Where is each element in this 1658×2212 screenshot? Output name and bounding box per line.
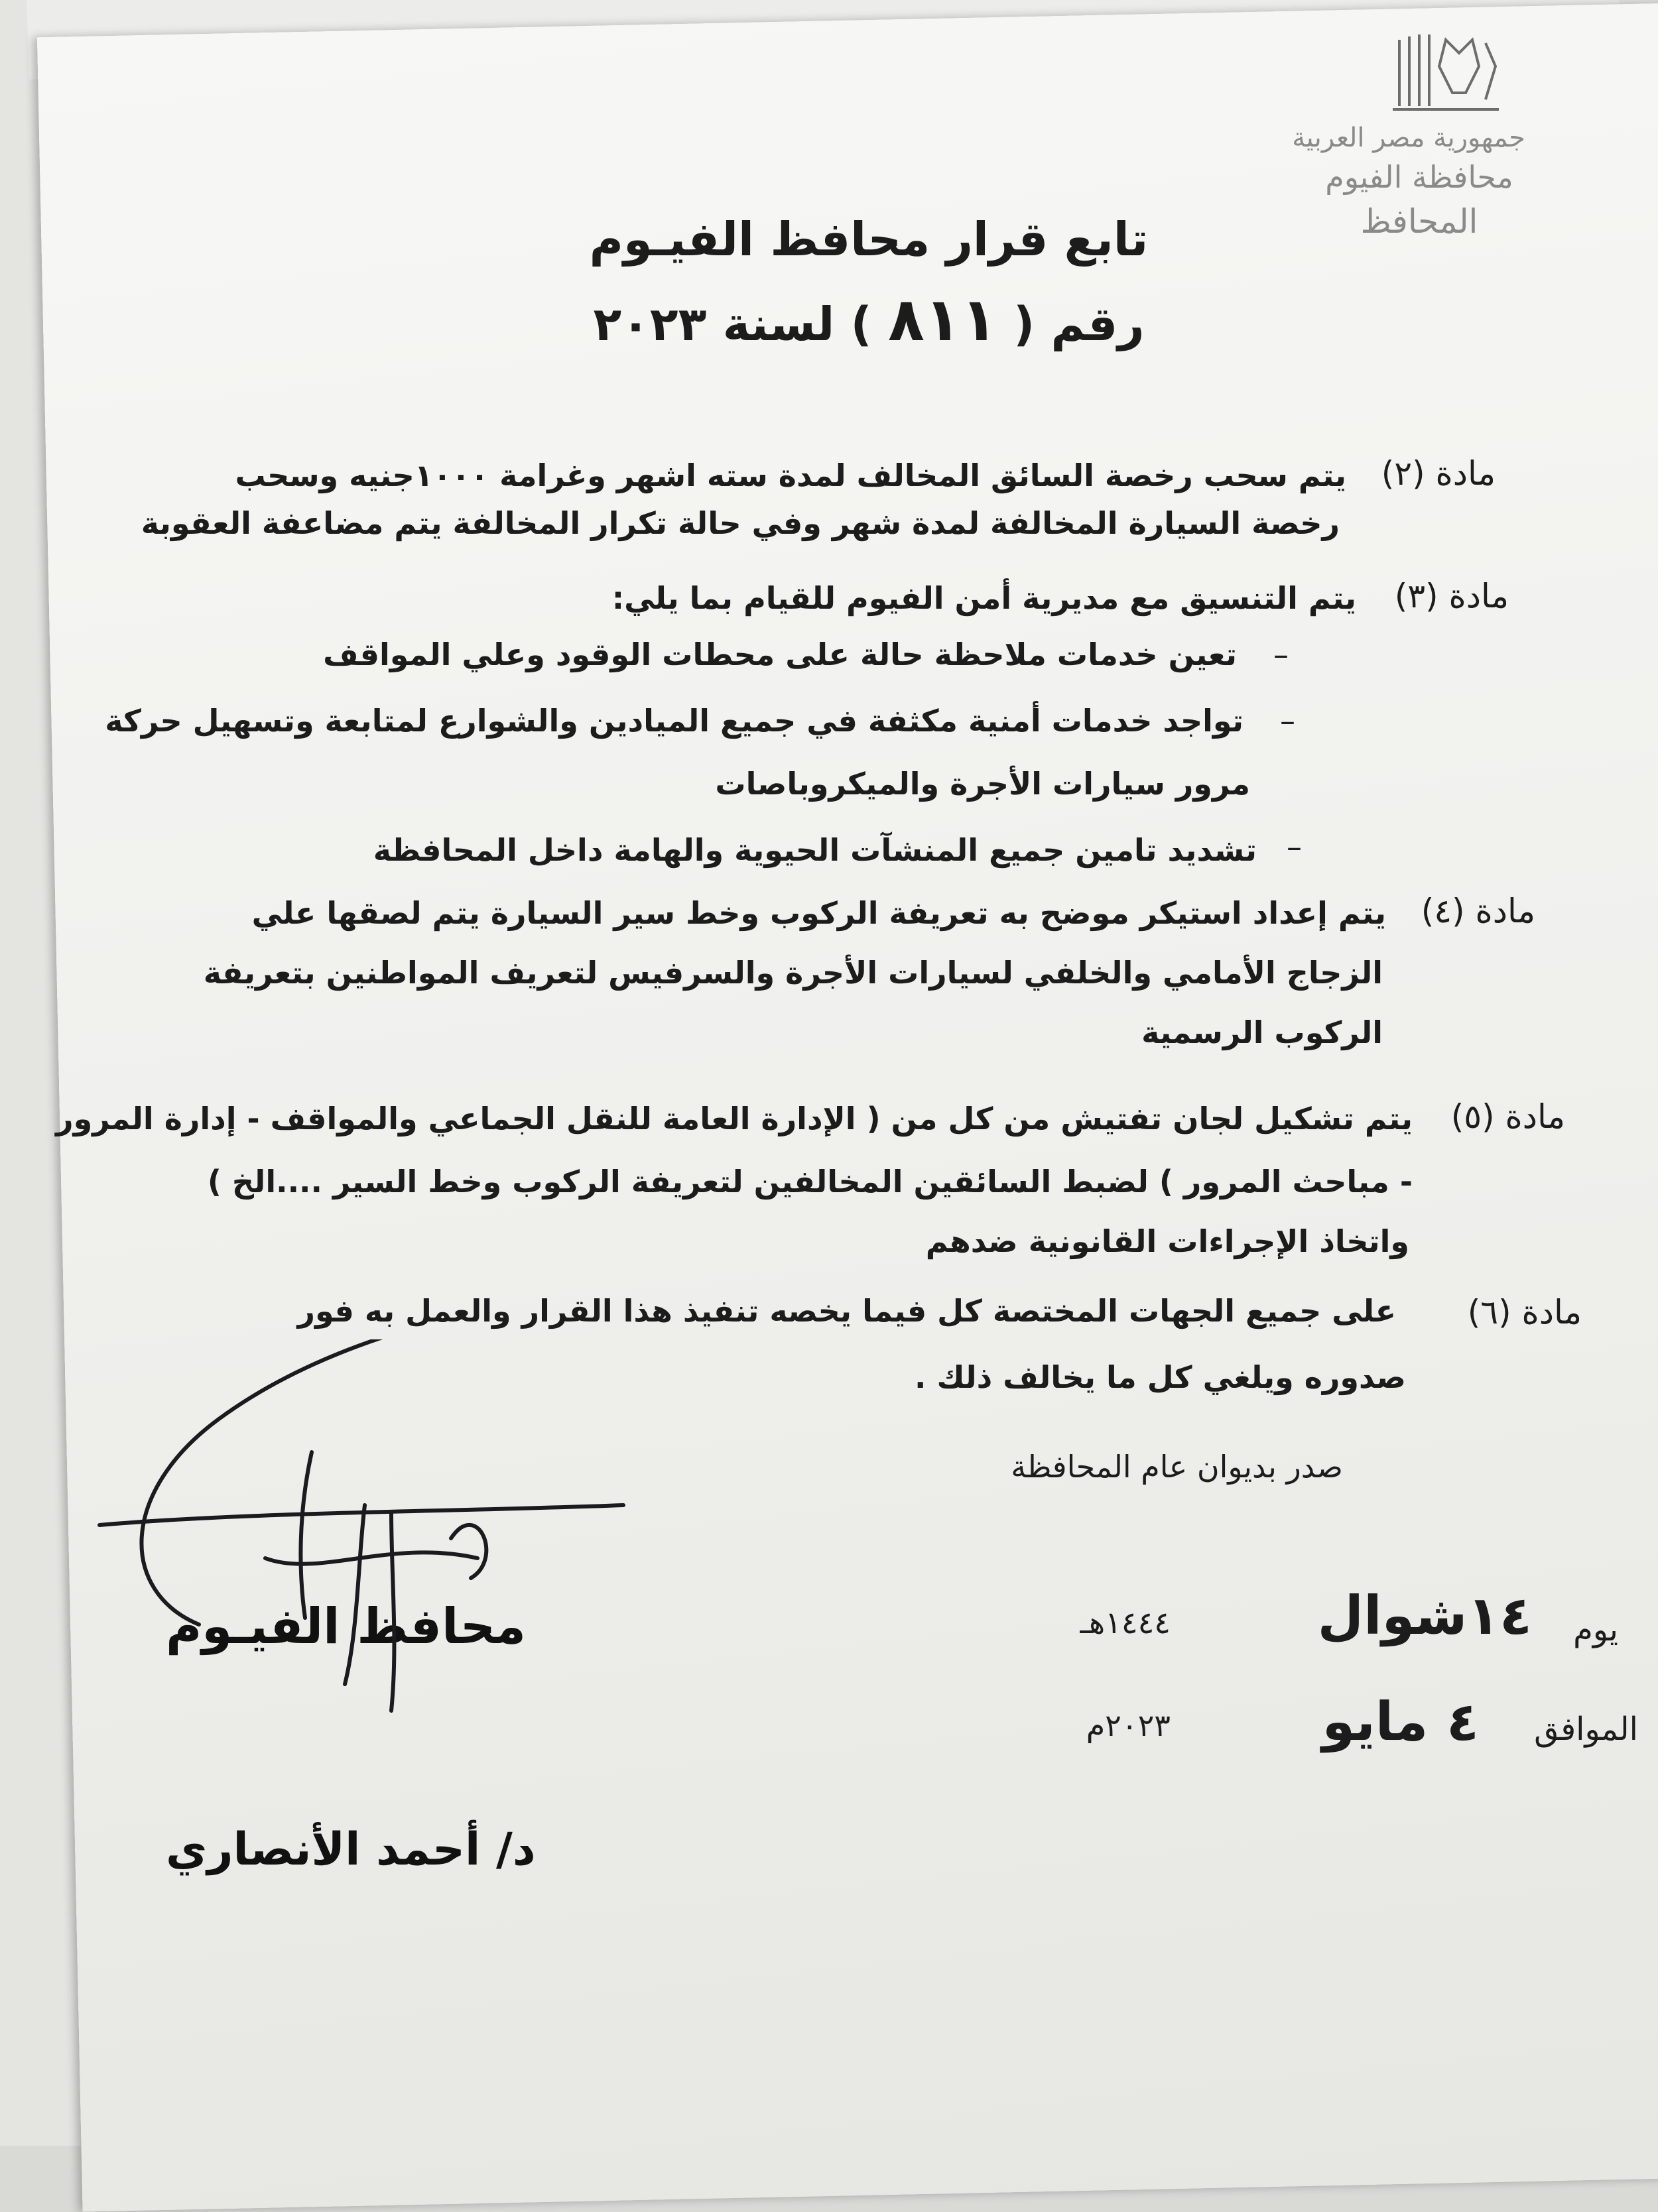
letterhead-country: جمهورية مصر العربية (1292, 123, 1525, 153)
article-2-line-2: رخصة السيارة المخالفة لمدة شهر وفي حالة تكرار المخالفة يتم مضاعفة العقوبة (141, 505, 1340, 541)
decision-number (570, 285, 1167, 355)
governor-name: د/ أحمد الأنصاري (166, 1823, 536, 1876)
article-6-label: مادة (٦) (1467, 1293, 1582, 1331)
article-3-bullet-2-line-2: مرور سيارات الأجرة والميكروباصات (715, 766, 1250, 802)
bullet-dash: – (1287, 829, 1302, 865)
decision-number-prefix: رقم ( (1013, 297, 1145, 351)
gregorian-year: ٢٠٢٣م (1086, 1707, 1171, 1743)
article-3-bullet-1: تعين خدمات ملاحظة حالة على محطات الوقود وعلي المواقف (323, 637, 1237, 672)
article-5-line-3: واتخاذ الإجراءات القانونية ضدهم (925, 1223, 1409, 1259)
article-5-line-1: يتم تشكيل لجان تفتيش من كل من ( الإدارة العامة للنقل الجماعي والمواقف - إدارة المرور (56, 1101, 1413, 1137)
letterhead-governorate: محافظة الفيوم (1325, 159, 1513, 195)
governor-title: محافظ الفيـوم (166, 1598, 526, 1655)
article-3-line-1: يتم التنسيق مع مديرية أمن الفيوم للقيام بما يلي: (611, 580, 1356, 616)
article-4-label: مادة (٤) (1421, 892, 1535, 930)
bullet-dash: – (1280, 703, 1295, 739)
article-5-label: مادة (٥) (1450, 1097, 1565, 1136)
article-5-line-2: - مباحث المرور ) لضبط السائقين المخالفين لتعريفة الركوب وخط السير ....الخ ) (207, 1164, 1413, 1199)
hijri-day-month: ١٤شوال (1317, 1585, 1532, 1646)
article-4-line-3: الركوب الرسمية (1141, 1014, 1383, 1050)
decision-number-value: ٨١١ (888, 285, 997, 355)
issued-statement: صدر بديوان عام المحافظة (1011, 1449, 1343, 1485)
hijri-year: ١٤٤٤هـ (1080, 1605, 1171, 1640)
article-4-line-1: يتم إعداد استيكر موضح به تعريفة الركوب وخط سير السيارة يتم لصقها علي (251, 895, 1386, 931)
letterhead-office: المحافظ (1360, 202, 1478, 241)
decision-title: تابع قرار محافظ الفيـوم (589, 212, 1149, 267)
article-2-label: مادة (٢) (1381, 454, 1496, 493)
article-3-bullet-3: تشديد تامين جميع المنشآت الحيوية والهامة داخل المحافظة (373, 832, 1257, 868)
day-label: يوم (1573, 1611, 1618, 1648)
article-2-line-1: يتم سحب رخصة السائق المخالف لمدة سته اشهر وغرامة ١٠٠٠جنيه وسحب (235, 458, 1346, 493)
eagle-emblem-icon (1379, 27, 1512, 126)
decision-number-suffix: ) لسنة ٢٠٢٣ (593, 297, 872, 351)
article-3-label: مادة (٣) (1394, 577, 1509, 615)
bullet-dash: – (1273, 637, 1289, 672)
agree-label: الموافق (1534, 1711, 1638, 1748)
article-6-line-1: على جميع الجهات المختصة كل فيما يخصه تنفيذ هذا القرار والعمل به فور (297, 1293, 1396, 1329)
handwritten-signature-icon (80, 1339, 743, 1936)
gregorian-day-month: ٤ مايو (1322, 1691, 1479, 1752)
article-6-line-2: صدوره ويلغي كل ما يخالف ذلك . (915, 1359, 1406, 1395)
article-4-line-2: الزجاج الأمامي والخلفي لسيارات الأجرة والسرفيس لتعريف المواطنين بتعريفة (203, 955, 1383, 991)
article-3-bullet-2-line-1: تواجد خدمات أمنية مكثفة في جميع الميادين والشوارع لمتابعة وتسهيل حركة (105, 703, 1244, 739)
